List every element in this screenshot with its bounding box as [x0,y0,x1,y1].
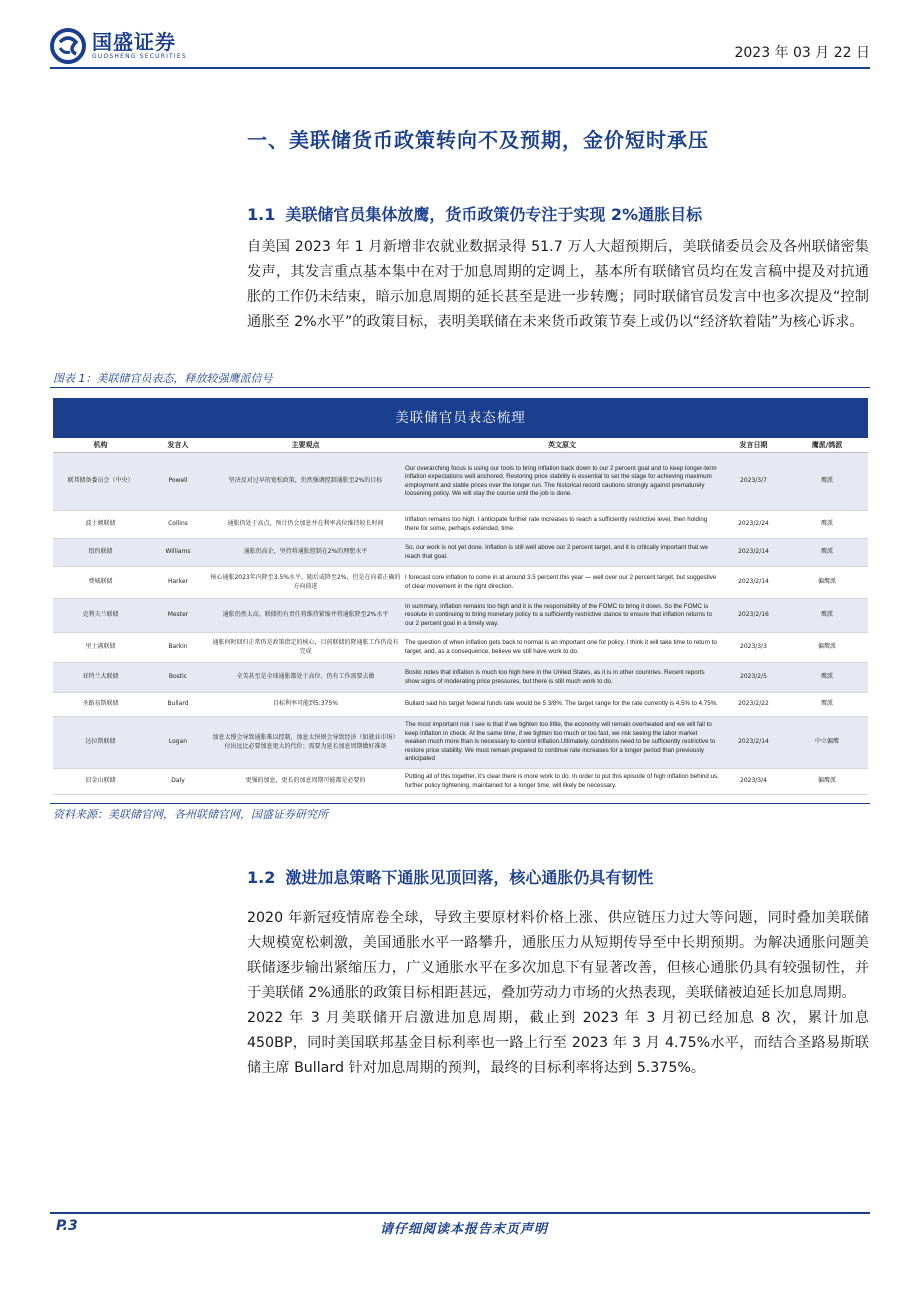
cell-date: 2023/3/4 [721,769,786,795]
table-header-row [53,438,868,453]
cell-view: 通胀仍高企，坚持将通胀控制在2%的理想水平 [208,539,403,567]
cell-english: So, our work is not yet done. Inflation is still well above our 2 percent target, and it is critically important that we reach that goal. [403,539,721,567]
table-row [53,511,868,539]
figure-top-rule [50,387,870,388]
cell-org: 达拉斯联储 [53,717,148,769]
column-header: 主要观点 [208,438,403,453]
cell-view: 核心通胀2023年内降至3.5%水平，随后或降至2%，但是在向着正确的方向前进 [208,567,403,599]
cell-speaker: Powell [148,453,208,511]
figure-1-table-image [53,398,868,802]
cell-english: Bullard said his target federal funds rate would be 5 3/8%. The target range for the rate currently is 4.5% to 4.75%. [403,693,721,717]
cell-speaker: Mester [148,599,208,633]
table-row [53,599,868,633]
cell-date: 2023/3/3 [721,633,786,663]
logo-chinese-name: 国盛证券 [92,30,176,54]
section-1-title: 一、美联储货币政策转向不及预期，金价短时承压 [247,128,709,152]
footer-divider [50,1212,870,1214]
cell-speaker: Daly [148,769,208,795]
cell-view: 更强的加息，更长的加息周期可能都是必要的 [208,769,403,795]
fed-officials-table [53,438,868,795]
cell-speaker: Logan [148,717,208,769]
table-banner: 美联储官员表态梳理 [53,398,868,438]
cell-speaker: Bullard [148,693,208,717]
figure-bottom-rule [50,803,870,804]
table-row [53,633,868,663]
section-1-1-title: 美联储官员集体放鹰，货币政策仍专注于实现 2%通胀目标 [285,205,703,224]
cell-date: 2023/2/5 [721,663,786,693]
cell-view: 目标利率可能到5.375% [208,693,403,717]
cell-org: 克利夫兰联储 [53,599,148,633]
section-1-2-paragraph-2: 2022 年 3 月美联储开启激进加息周期，截止到 2023 年 3 月初已经加息 8 次，累计加息 450BP，同时美国联邦基金目标利率也一路上行至 2023 年 3 月 4.75%水平，而结合圣路易斯联储主席 Bullard 针对加息周期的预判，最终的目标利率将达到 5.375%。 [247,1010,869,1076]
cell-view: 通胀仍然太高，联储仍有责任将维持紧缩并将通胀降至2%水平 [208,599,403,633]
cell-org: 亚特兰大联储 [53,663,148,693]
cell-date: 2023/2/22 [721,693,786,717]
cell-stance: 鹰派 [786,511,868,539]
company-logo [50,28,187,64]
cell-view: 加息太慢会导致通胀难以控制，加息太快则会导致经济（如就业市场）付出远比必要加息更大的代价；需要为延长加息周期做好准备 [208,717,403,769]
header-divider [50,67,870,69]
cell-view: 坚决反对过早的宽松政策，仍然强调控制通胀至2%的目标 [208,453,403,511]
cell-org: 圣路易斯联储 [53,693,148,717]
cell-stance: 偏鹰派 [786,567,868,599]
table-row [53,717,868,769]
cell-date: 2023/2/24 [721,511,786,539]
section-1-2-heading [247,865,653,888]
table-row [53,693,868,717]
page-header [50,28,870,68]
cell-org: 里士满联储 [53,633,148,663]
cell-view: 全美甚至是全球通胀都处于高位，仍有工作需要去做 [208,663,403,693]
cell-stance: 鹰派 [786,453,868,511]
cell-stance: 鹰派 [786,693,868,717]
cell-date: 2023/2/16 [721,599,786,633]
cell-stance: 鹰派 [786,663,868,693]
cell-speaker: Collins [148,511,208,539]
section-1-2-number: 1.2 [247,868,276,887]
table-row [53,769,868,795]
cell-stance: 鹰派 [786,599,868,633]
cell-date: 2023/2/14 [721,717,786,769]
cell-english: The most important risk I see is that if we tighten too little, the economy will remain overheated and we will fail to keep inflation in check. At the same time, if we tighten too much or too fast, we risk seeing the labor market weaken much more than is necessary to control inflation.Ultimately, conditions need to be sufficiently restrictive to restore price stability. We must remain prepared to continue rate increases for a longer period than previously anticipated [403,717,721,769]
column-header: 英文原文 [403,438,721,453]
section-1-2-title: 激进加息策略下通胀见顶回落，核心通胀仍具有韧性 [285,868,654,887]
cell-english: Our overarching focus is using our tools to bring inflation back down to our 2 percent goal and to keep longer-term inflation expectations well anchored. Restoring price stability is essential to set the stage for achieving maximum employment and stable prices over the longer run. The historical record cautions strongly against prematurely loosening policy. We will stay the course until the job is done. [403,453,721,511]
table-row [53,663,868,693]
cell-speaker: Bostic [148,663,208,693]
cell-speaker: Harker [148,567,208,599]
cell-org: 费城联储 [53,567,148,599]
cell-date: 2023/2/14 [721,539,786,567]
cell-stance: 中立偏鹰 [786,717,868,769]
cell-org: 纽约联储 [53,539,148,567]
table-row [53,567,868,599]
report-date: 2023 年 03 月 22 日 [734,45,870,61]
cell-speaker: Barkin [148,633,208,663]
cell-stance: 偏鹰派 [786,633,868,663]
column-header: 机构 [53,438,148,453]
cell-date: 2023/3/7 [721,453,786,511]
cell-org: 波士顿联储 [53,511,148,539]
figure-1-source: 资料来源：美联储官网，各州联储官网，国盛证券研究所 [53,808,328,821]
column-header: 发言人 [148,438,208,453]
cell-english: Bostic notes that inflation is much too high here in the United States, as it is in other countries. Recent reports show signs of moderating price pressures, but there is still much work to do. [403,663,721,693]
cell-view: 通胀仍处于高点，预计仍会加息并在利率高位维持较长时间 [208,511,403,539]
cell-speaker: Williams [148,539,208,567]
cell-english: In summary, inflation remains too high and it is the responsibility of the FOMC to bring it down. So the FOMC is resolute in continuing to bring monetary policy to a sufficiently restrictive stance to ensure that inflation returns to our 2 percent goal in a timely way. [403,599,721,633]
cell-english: The question of when inflation gets back to normal is an important one for policy. I think it will take time to return to target, and, as a consequence, believe we still have work to do. [403,633,721,663]
guosheng-logo-icon [50,28,86,64]
cell-stance: 偏鹰派 [786,769,868,795]
table-row [53,539,868,567]
section-1-1-number: 1.1 [247,205,276,224]
cell-stance: 鹰派 [786,539,868,567]
cell-english: Putting all of this together, it's clear there is more work to do. In order to put this episode of high inflation behind us, further policy tightening, maintained for a longer time, will likely be necessary. [403,769,721,795]
section-1-1-heading [247,202,702,225]
section-1-1-paragraph: 自美国 2023 年 1 月新增非农就业数据录得 51.7 万人大超预期后，美联储委员会及各州联储密集发声，其发言重点基本集中在对于加息周期的定调上，基本所有联储官员均在发言稿中提及对抗通胀的工作仍未结束，暗示加息周期的延长甚至是进一步转鹰；同时联储官员发言中也多次提及“控制通胀至 2%水平”的政策目标，表明美联储在未来货币政策节奏上或仍以“经济软着陆”为核心诉求。 [247,239,869,330]
logo-english-name: GUOSHENG SECURITIES [92,53,187,60]
figure-1-title: 图表 1：美联储官员表态，释放较强鹰派信号 [53,372,273,385]
cell-org: 旧金山联储 [53,769,148,795]
table-row [53,453,868,511]
section-1-2-paragraph-1: 2020 年新冠疫情席卷全球，导致主要原材料价格上涨、供应链压力过大等问题，同时叠加美联储大规模宽松刺激，美国通胀水平一路攀升，通胀压力从短期传导至中长期预期。为解决通胀问题美联储逐步输出紧缩压力，广义通胀水平在多次加息下有显著改善，但核心通胀仍具有较强韧性，并于美联储 2%通胀的政策目标相距甚远，叠加劳动力市场的火热表现，美联储被迫延长加息周期。 [247,910,869,1001]
cell-english: Inflation remains too high. I anticipate further rate increases to reach a sufficiently restrictive level, then holding there for some, perhaps extended, time. [403,511,721,539]
column-header: 鹰派/鸽派 [786,438,868,453]
disclaimer-note: 请仔细阅读本报告末页声明 [380,1222,549,1237]
cell-view: 通胀何时回归正常仍是政策指定的核心，目前联储的降通胀工作仍没有完成 [208,633,403,663]
cell-org: 联邦储备委员会（中央） [53,453,148,511]
cell-date: 2023/2/14 [721,567,786,599]
cell-english: I forecast core inflation to come in at around 3.5 percent this year — well over our 2 percent target, but suggestive of clear movement in the right direction. [403,567,721,599]
column-header: 发言日期 [721,438,786,453]
page-number: P.3 [56,1218,78,1234]
